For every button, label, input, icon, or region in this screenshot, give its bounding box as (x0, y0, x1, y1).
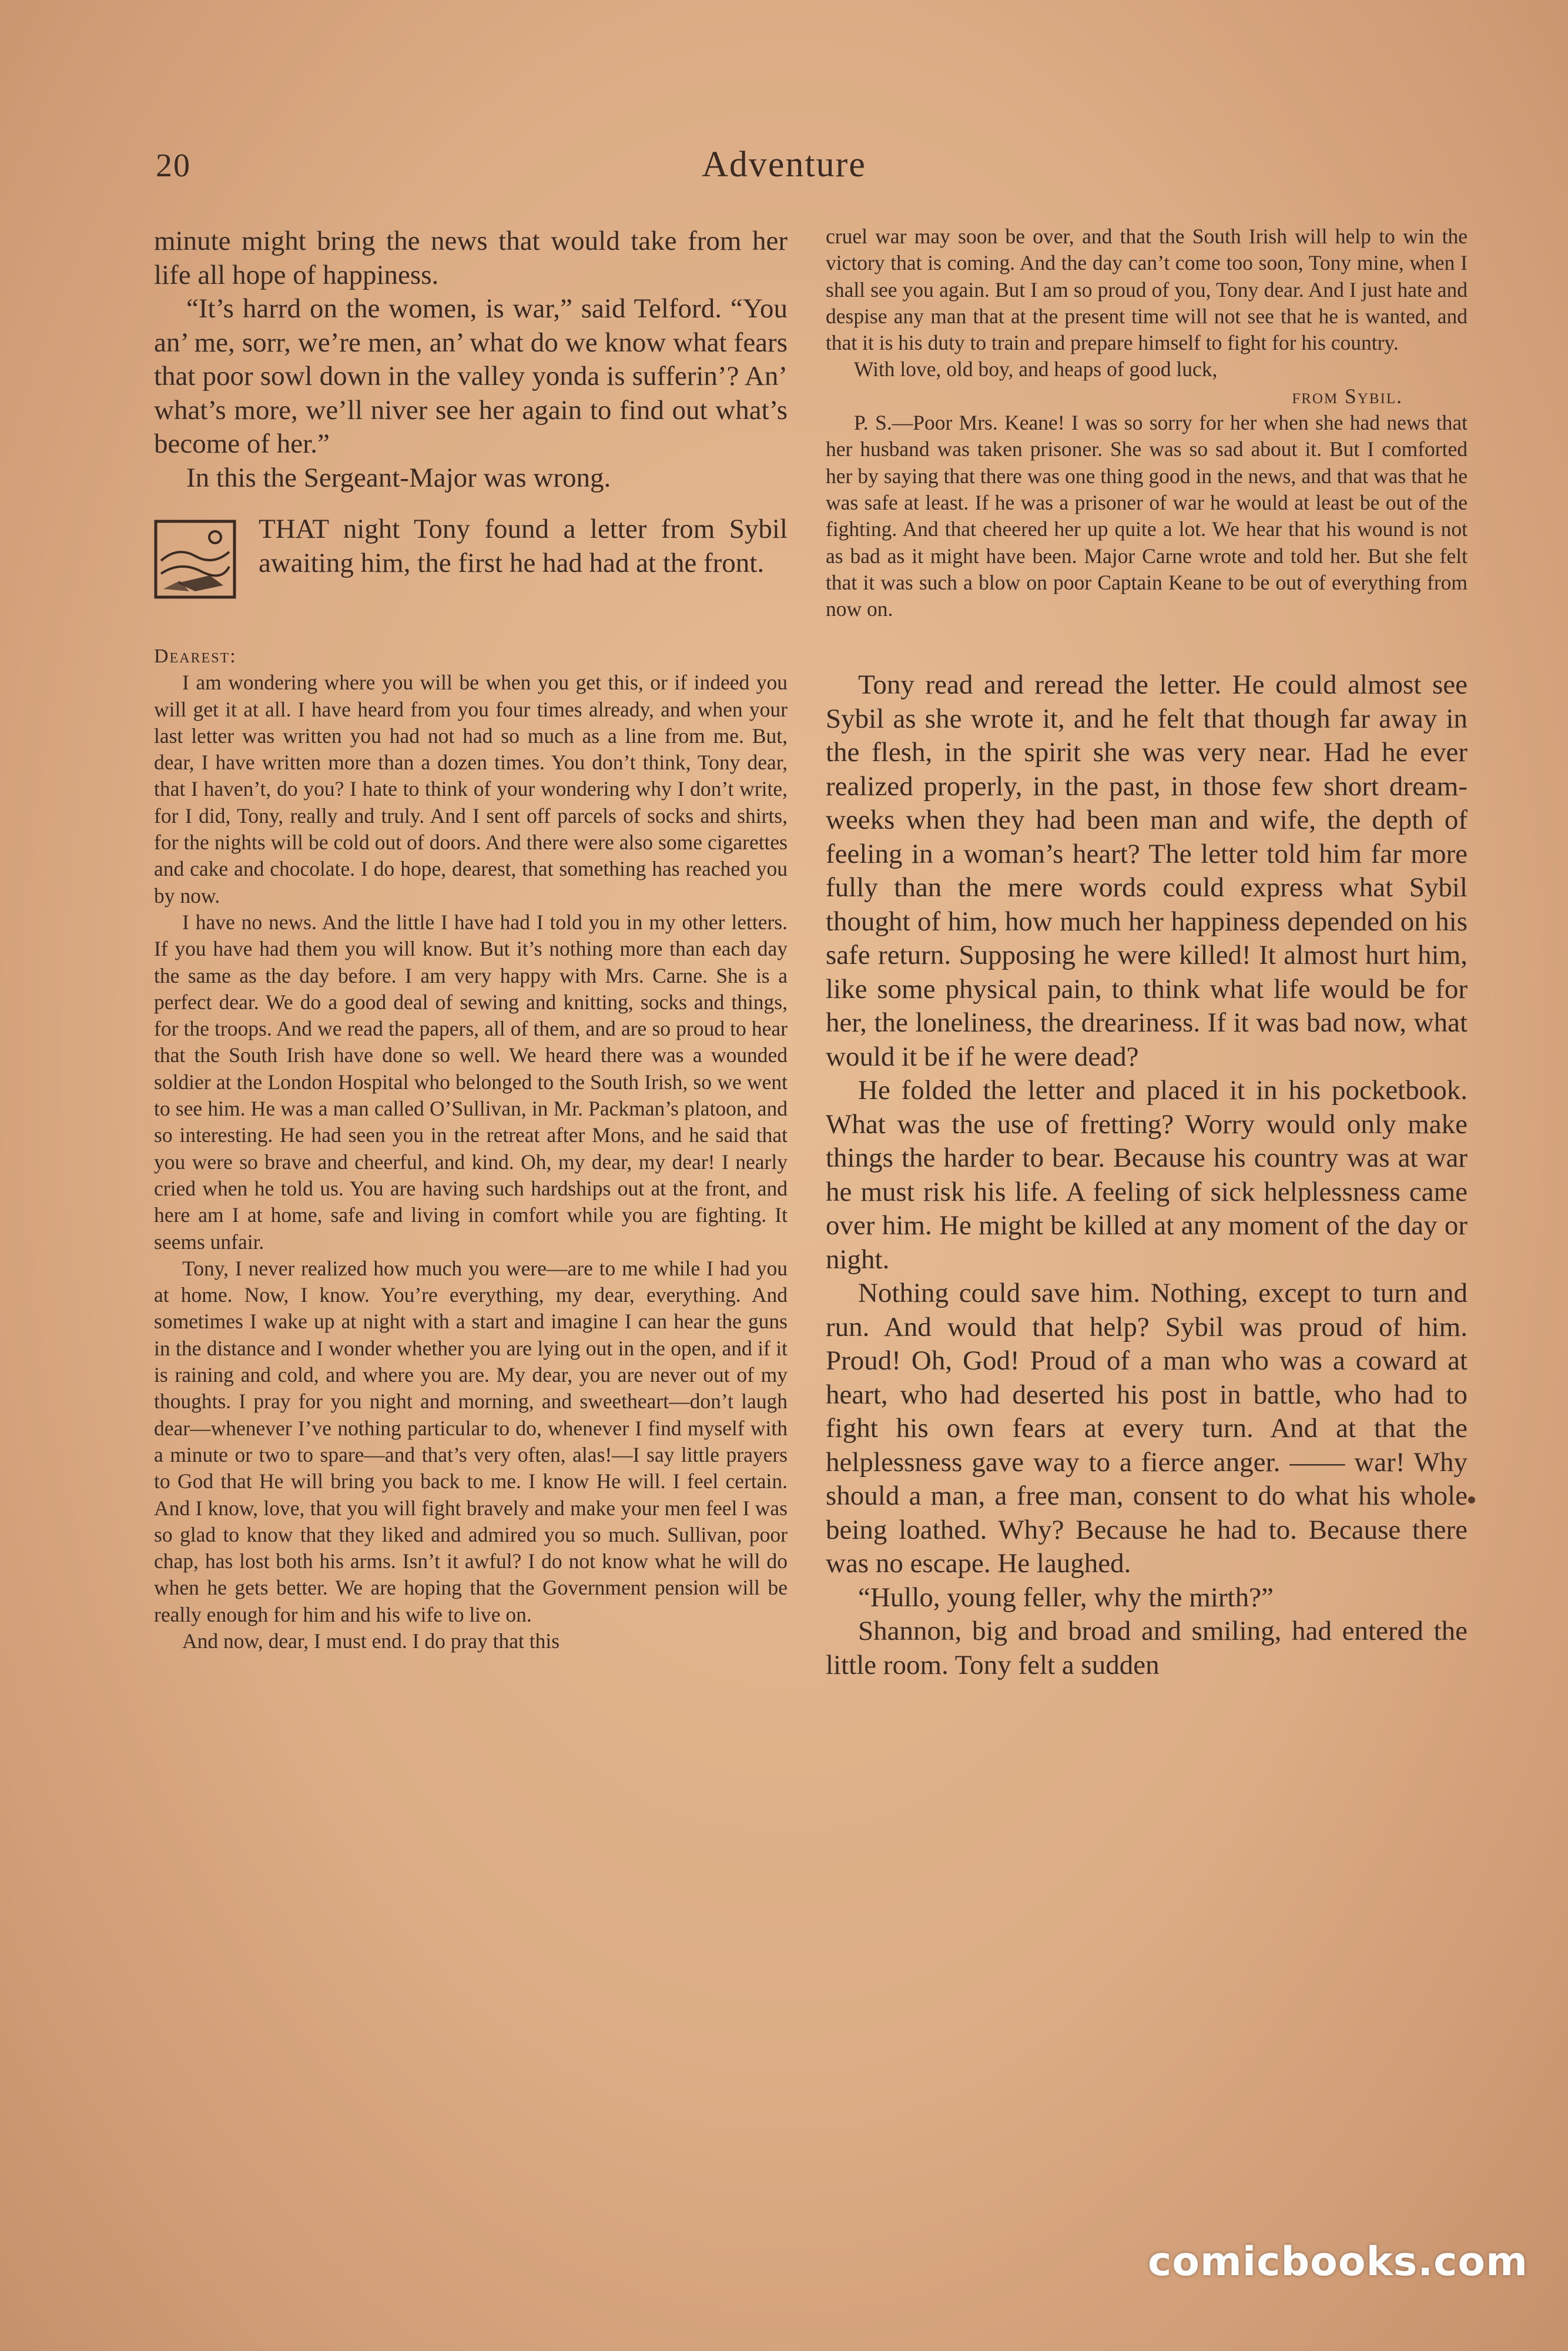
paper-speck (1468, 1496, 1475, 1503)
letter-signature: from Sybil. (1292, 384, 1403, 408)
landscape-ornament-icon (154, 520, 236, 599)
site-watermark: comicbooks.com (1147, 2239, 1528, 2285)
paragraph-story: He folded the letter and placed it in his pocketbook. What was the use of fretting? Worry would only make things the harder to bear. Because his country was at war he must risk his life. A feeling of sick helplessness came over him. He might be killed at any moment of the day or night. (826, 1075, 1468, 1275)
page-number: 20 (156, 148, 191, 184)
right-column (826, 223, 1468, 1682)
letter-paragraph: I have no news. And the little I have had I told you in my other letters. If you have had them you will know. But it’s nothing more than each day the same as the day before. I am very happy with Mrs. Carne. She is a perfect dear. We do a good deal of sewing and knitting, socks and things, for the troops. And we read the papers, all of them, and are so proud to hear that the South Irish have done so well. We heard there was a wounded soldier at the London Hospital who belonged to the South Irish, so we went to see him. He was a man called O’Sullivan, in Mr. Packman’s platoon, and so interesting. He had seen you in the retreat after Mons, and he said that you were so brave and cheerful, and kind. Oh, my dear, my dear! I nearly cried when he told us. You are having such hardships out at the front, and here am I at home, safe and living in comfort while you are fighting. It seems unfair. (154, 910, 788, 1254)
paragraph-story: Nothing could save him. Nothing, except to turn and run. And would that help? Sybil was proud of him. Proud! Oh, God! Proud of a man who was a coward at heart, who had deserted his post in battle, who had to fight his own fears at every turn. And at that the helplessness gave way to a fierce anger. —— war! Why should a man, a free man, consent to do what his whole being loathed. Why? Because he had to. Because there was no escape. He laughed. (826, 1278, 1468, 1579)
letter-body (154, 643, 788, 1655)
letter-continuation-block (826, 223, 1468, 622)
paragraph-story: Tony read and reread the letter. He could almost see Sybil as she wrote it, and he felt that though far away in the flesh, in the spirit she was very near. Had he ever realized properly, in the past, in those few short dream-weeks when they had been man and wife, the depth of feeling in a woman’s heart? The letter told him far more fully than the mere words could express what Sybil thought of him, how much her happiness depended on his safe return. Supposing he were killed! It almost hurt him, like some physical pain, to think what life would be for her, the loneliness, the dreariness. If it was bad now, what would it be if he were dead? (826, 669, 1468, 1072)
paragraph-top: minute might bring the news that would take from her life all hope of happiness. (154, 226, 788, 290)
letter-paragraph: Tony, I never realized how much you were—are to me while I had you at home. Now, I know. You’re everything, my dear, everything. And sometimes I wake up at night with a start and imagine I can hear the guns in the distance and I wonder whether you are lying out in the open, and if it is raining and cold, and where you are. My dear, you are never out of my thoughts. I pray for you night and morning, and sweetheart—don’t laugh dear—whenever I’ve nothing particular to do, whenever I find myself with a minute or two to spare—and that’s very often, alas!—I say little prayers to God that He will bring you back to me. I know He will. I feel certain. And I know, love, that you will fight bravely and make your men feel I was so glad to know that they liked and admired you so much. Sullivan, poor chap, has lost both his arms. Isn’t it awful? I do not know what he will do when he gets better. We are hoping that the Government pension will be really enough for him and his wife to live on. (154, 1256, 788, 1626)
letter-paragraph: I am wondering where you will be when you get this, or if indeed you will get it at all. I have heard from you four times already, and when your last letter was written you had not had so much as a line from me. But, dear, I have written more than a dozen times. You don’t think, Tony dear, that I haven’t, do you? I hate to think of your wondering why I don’t write, for I did, Tony, really and truly. And I sent off parcels of socks and shirts, for the nights will be cold out of doors. And there were also some cigarettes and cake and chocolate. I do hope, dearest, that something has reached you by now. (154, 671, 788, 907)
letter-paragraph: And now, dear, I must end. I do pray that this (182, 1629, 560, 1653)
left-column (154, 225, 788, 1655)
letter-closing: With love, old boy, and heaps of good luck, (854, 357, 1218, 381)
paragraph-story: Shannon, big and broad and smiling, had entered the little room. Tony felt a sudden (826, 1616, 1468, 1680)
paragraph-sergeant: In this the Sergeant-Major was wrong. (186, 462, 611, 493)
section-opening (154, 513, 788, 618)
letter-salutation: Dearest: (154, 645, 237, 667)
letter-continuation: cruel war may soon be over, and that the South Irish will help to win the victory that is coming. And the day can’t come too soon, Tony mine, when I shall see you again. But I am so proud of you, Tony dear. And I just hate and despise any man that at the present time will not see that he is wanted, and that it is his duty to train and prepare himself to fight for his country. (826, 225, 1468, 355)
narrative-top (154, 225, 788, 495)
paragraph-telford: “It’s harrd on the women, is war,” said Telford. “You an’ me, sorr, we’re men, an’ what do we know what fears that poor sowl down in the valley yonda is sufferin’? An’ what’s more, we’ll niver see her again to find out what’s become of her.” (154, 293, 788, 459)
section-opening-text: THAT night Tony found a letter from Sybil awaiting him, the first he had had at the front. (259, 514, 788, 578)
narrative-bottom (826, 668, 1468, 1682)
running-head: Adventure (702, 145, 866, 185)
paragraph-dialogue: “Hullo, young feller, why the mirth?” (858, 1582, 1274, 1613)
letter-postscript: P. S.—Poor Mrs. Keane! I was so sorry for her when she had news that her husband was taken prisoner. She was so sad about it. But I comforted her by saying that there was one thing good in the news, and that was that he was safe at least. If he was a prisoner of war he would at least be out of the fighting. And that cheered her up quite a lot. We hear that his wound is not as bad as it might have been. Major Carne wrote and told her. But she felt that it was such a blow on poor Captain Keane to be out of everything from now on. (826, 411, 1468, 621)
